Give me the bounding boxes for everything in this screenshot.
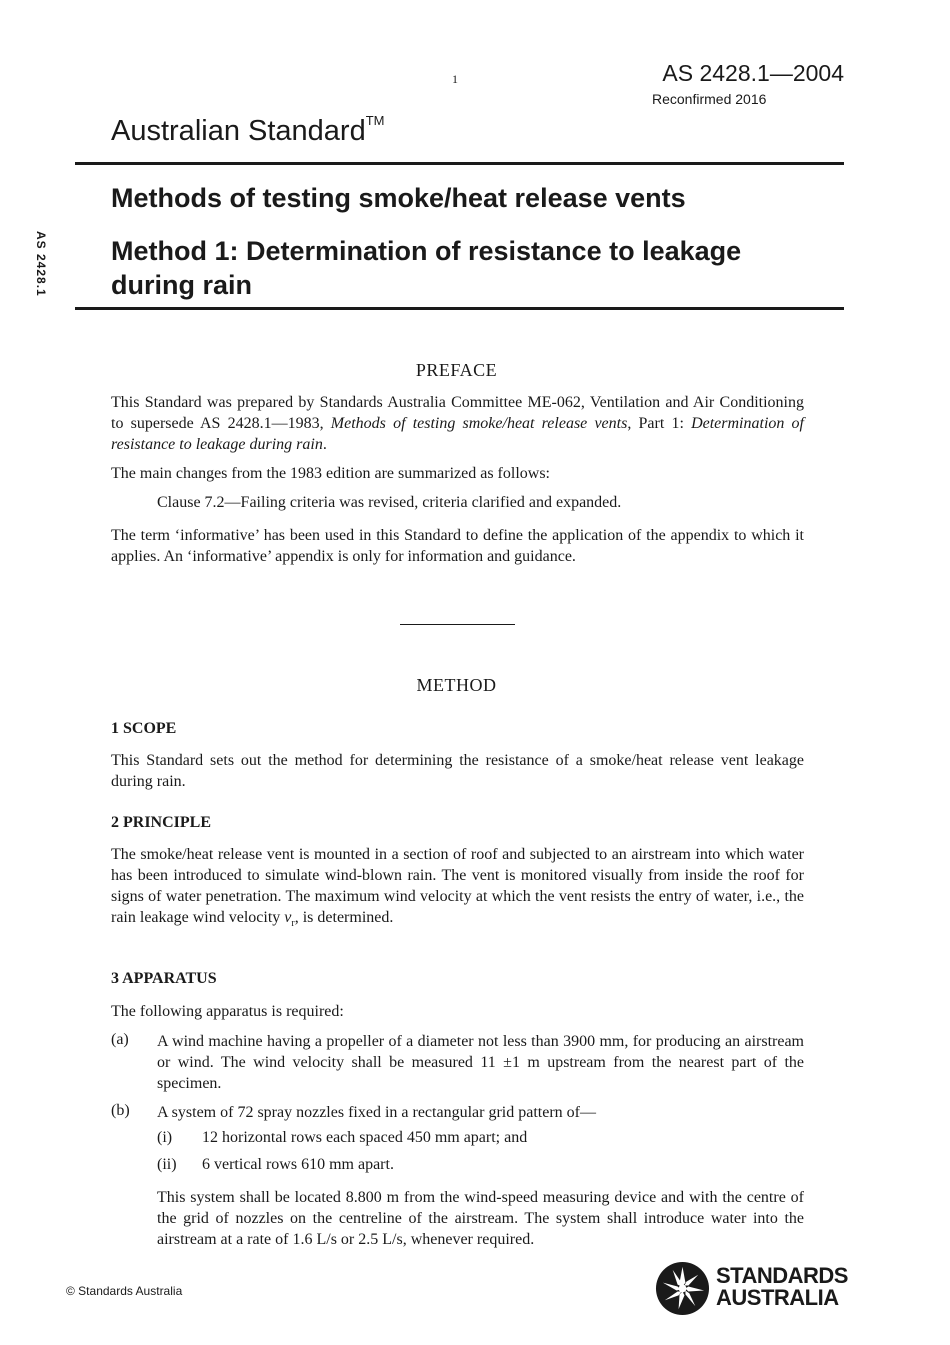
preface-changes-intro: The main changes from the 1983 edition are summarized as follows: (111, 465, 550, 482)
standard-code: AS 2428.1—2004 (662, 60, 844, 86)
prepared-part-italic: Determination of resistance to leakage during rain (111, 415, 804, 453)
trademark-mark: TM (365, 113, 385, 129)
document-title: Methods of testing smoke/heat release vents (111, 183, 686, 213)
scope-text: This Standard sets out the method for determining the resistance of a smoke/heat release vent leakage during rain. (111, 752, 804, 790)
scope-heading: 1 SCOPE (111, 720, 177, 737)
list-item-label: (b) (111, 1102, 130, 1119)
sub-item-label: (ii) (157, 1156, 177, 1173)
list-item-text: A system of 72 spray nozzles fixed in a rectangular grid pattern of— (157, 1104, 596, 1121)
logo-text-line2: AUSTRALIA (716, 1285, 839, 1310)
copyright-notice: © Standards Australia (66, 1284, 183, 1298)
prepared-text-a: This Standard was prepared by Standards Australia Committee ME-062, Ventilation and Air Conditioning to supersede AS 2428.1—1983, (111, 394, 804, 432)
page-number: 1 (452, 72, 458, 86)
list-item-text: A wind machine having a propeller of a diameter not less than 3900 mm, for producing an airstream or wind. The wind velocity shall be measured 11 ±1 m upstream from the nearest part of the specimen. (157, 1033, 804, 1092)
preface-prepared-paragraph (111, 392, 804, 455)
sub-item-text: 6 vertical rows 610 mm apart. (202, 1156, 394, 1173)
principle-text (111, 844, 804, 934)
list-item-continuation: This system shall be located 8.800 m from the wind-speed measuring device and with the centre of the grid of nozzles on the centreline of the airstream. The system shall introduce water into the airstream at a rate of 1.6 L/s or 2.5 L/s, whenever required. (157, 1189, 804, 1248)
sub-item-label: (i) (157, 1129, 173, 1146)
preface-heading: PREFACE (415, 360, 498, 380)
prepared-text-c: . (322, 436, 327, 453)
principle-text-a: The smoke/heat release vent is mounted in a section of roof and subjected to an airstream into which water has been introduced to simulate wind-blown rain. The vent is monitored visually from inside the roof for signs of water penetration. The maximum wind velocity at which the vent resists the entry of water, i.e., the rain leakage wind velocity (111, 846, 804, 926)
apparatus-heading: 3 APPARATUS (111, 970, 217, 987)
reconfirmed-label: Reconfirmed 2016 (652, 91, 767, 107)
logo-text-line1: STANDARDS (716, 1263, 848, 1288)
principle-heading: 2 PRINCIPLE (111, 814, 212, 831)
sub-item-text: 12 horizontal rows each spaced 450 mm apart; and (202, 1129, 528, 1146)
method-title: Method 1: Determination of resistance to leakage during rain (111, 236, 742, 300)
title-bottom-rule (75, 307, 844, 310)
method-heading: METHOD (416, 675, 497, 695)
principle-text-b: , is determined. (294, 909, 394, 926)
side-standard-code: AS 2428.1 (34, 231, 48, 297)
prepared-text-b: , Part 1: (627, 415, 692, 432)
preface-clause-change: Clause 7.2—Failing criteria was revised, criteria clarified and expanded. (157, 494, 622, 511)
top-rule (75, 162, 844, 165)
velocity-subscript: r (291, 918, 295, 930)
standard-label-text: Australian Standard (111, 115, 366, 147)
list-item-label: (a) (111, 1031, 129, 1048)
standard-label (111, 115, 385, 148)
apparatus-intro: The following apparatus is required: (111, 1003, 344, 1020)
section-divider (400, 624, 515, 625)
velocity-symbol: v (284, 909, 292, 926)
prepared-title-italic: Methods of testing smoke/heat release vents (330, 415, 628, 432)
preface-informative-paragraph: The term ‘informative’ has been used in this Standard to define the application of the appendix to which it applies. An ‘informative’ appendix is only for information and guidance. (111, 527, 804, 565)
starburst-logo-icon (655, 1261, 710, 1316)
